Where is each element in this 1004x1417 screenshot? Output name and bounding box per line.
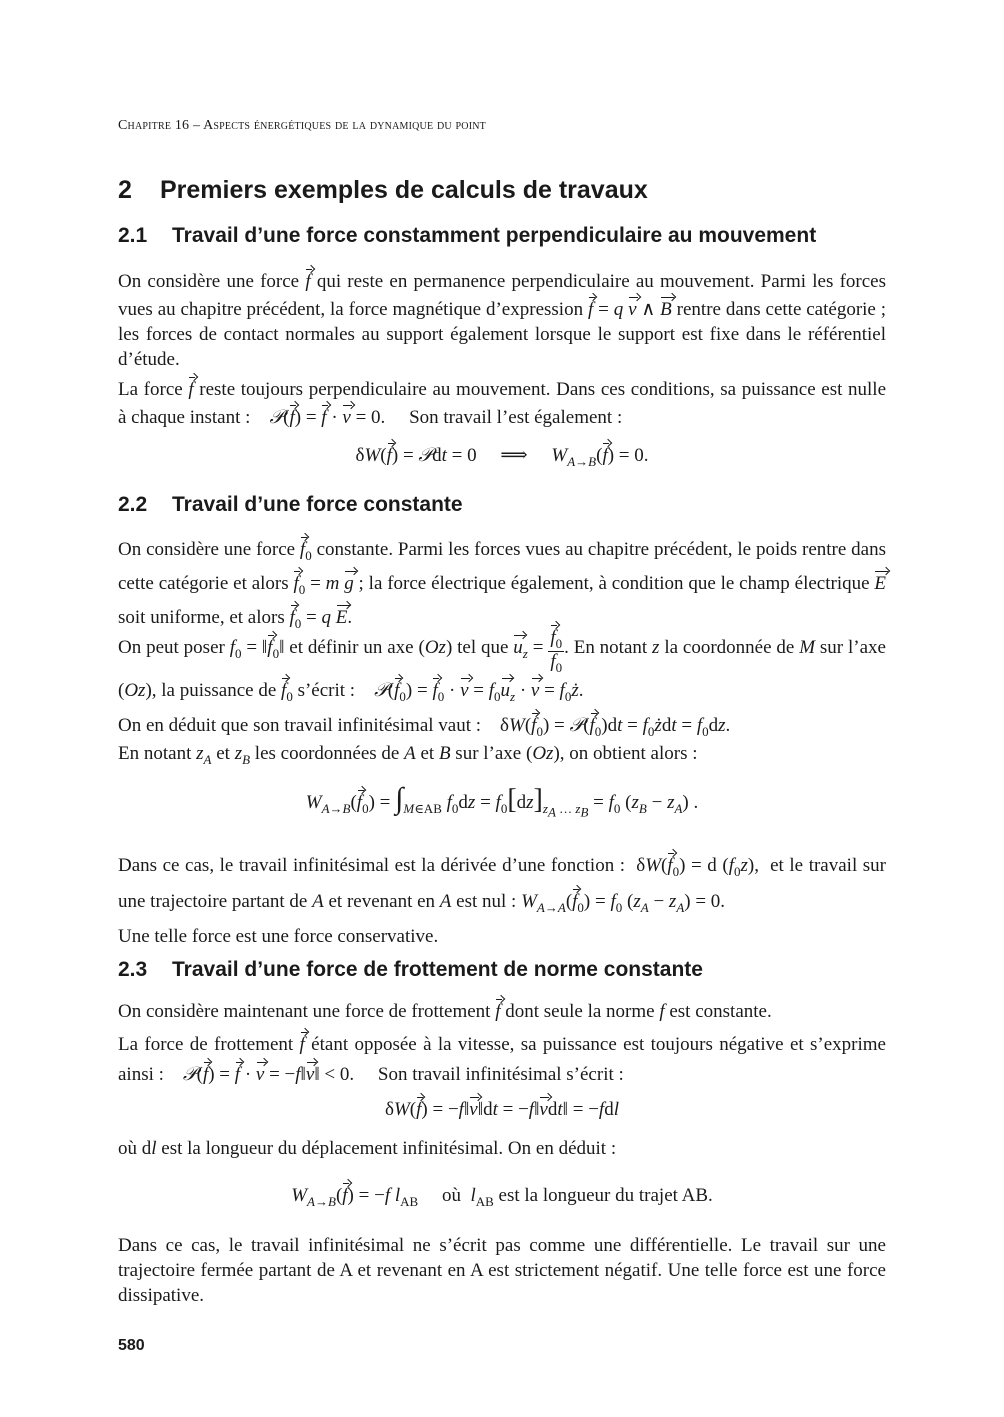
section-heading-2 <box>118 176 648 205</box>
paragraph-2-2-c: On en déduit que son travail infinitésimal vaut : $\delta W(f_0)$ = $𝒫(f_0)dt$ = $f_0żdt = f_0dz$. <box>118 710 886 744</box>
paragraph-2-3-c: où dl est la longueur du déplacement infinitésimal. On en déduit : <box>118 1138 617 1159</box>
paragraph-2-2-b: On peut poser $f_0$ = $‖f_0‖$ et définir un axe (Oz) tel que $u_z$ = $\frac{f_0}{f_0}$ . En notant z la coordonnée de M sur l’axe (Oz), la puissance de $f_0$ s’écrit : $𝒫(f_0) = f_0 \cdot v = f_0u_z \cdot v$ = $f_0ż$. <box>118 622 886 713</box>
equation-2-1: δW(f) = 𝒫dt = 0 ⟹ $W_{A\to B}(f) = 0$. <box>118 440 886 470</box>
subsection-heading-2-1 <box>118 224 816 248</box>
subsection-heading-2-2 <box>118 493 463 517</box>
paragraph-2-3-a: On considère maintenant une force de frottement f dont seule la norme f est constante. <box>118 996 886 1024</box>
equation-2-3-b: $W_{A\to B}(f) = -f$ $l_{AB}$ où $l_{AB}$ est la longueur du trajet AB. <box>118 1180 886 1210</box>
paragraph-2-2-a: On considère une force $f_0$ constante. Parmi les forces vues au chapitre précédent, le poids rentre dans cette catégorie et alors $f_0 = m$ g ; la force électrique également, à condition que le champ électrique E soit uniforme, et alors $f_0 = q$ E. <box>118 534 886 635</box>
subsection-number: 2.3 <box>118 958 148 981</box>
subsection-number: 2.2 <box>118 493 148 516</box>
chapter-title: Chapitre 16 – Aspects énergétiques de la dynamique du point <box>118 118 486 133</box>
equation-2-2: $W_{A\to B}(f_0) = \int_{M\in AB}$ $f_0dz = f_0[dz]_{z_A \dots z_B} = f_0$ $(z_B - z_A)$ . <box>305 782 699 820</box>
paragraph-2-3-d: Dans ce cas, le travail infinitésimal ne s’écrit pas comme une différentielle. Le travail sur une trajectoire fermée partant de A et revenant en A est strictement négatif. Une telle force est une force dissipative. <box>118 1235 886 1306</box>
page-number: 580 <box>118 1337 145 1354</box>
paragraph-2-3-b: La force de frottement f étant opposée à la vitesse, sa puissance est toujours négative et s’exprime ainsi : 𝒫(f) = f · v = −f‖v‖ < 0. Son travail infinitésimal s’écrit : <box>118 1029 886 1089</box>
section-title: Premiers exemples de calculs de travaux <box>160 176 648 204</box>
equation-2-3-a: δW(f) = −f‖v‖dt = −f‖vdt‖ = −fdl <box>118 1094 886 1121</box>
subsection-number: 2.1 <box>118 224 148 247</box>
subsection-heading-2-3 <box>118 958 703 982</box>
subsection-title: Travail d’une force constamment perpendiculaire au mouvement <box>172 224 817 247</box>
section-number: 2 <box>118 176 132 204</box>
paragraph-2-2-e: Dans ce cas, le travail infinitésimal est la dérivée d’une fonction : $\delta W(f_0) = d$ $(f_0z)$, et le travail sur une trajectoire partant de A et revenant en A est nul : $W_{A\to A}(f_0) = f_0$ $(z_A - z_A) = 0$. Une telle force est une force conservative. <box>118 850 886 951</box>
paragraph-2-2-d: En notant $z_A$ et $z_B$ les coordonnées de A et B sur l’axe (Oz), on obtient alors : <box>118 743 698 767</box>
subsection-title: Travail d’une force constante <box>172 493 463 516</box>
paragraph-2-1-b: La force f reste toujours perpendiculaire au mouvement. Dans ces conditions, sa puissance est nulle à chaque instant : 𝒫(f) = f · v = 0. Son travail l’est également : <box>118 374 886 430</box>
paragraph-2-1-a: On considère une force f qui reste en permanence perpendiculaire au mouvement. Parmi les forces vues au chapitre précédent, la force magnétique d’expression f = q v ∧ B rentre dans cette catégorie ; les forces de contact normales au support également lorsque le support est fixe dans le référentiel d’étude. <box>118 266 886 372</box>
subsection-title: Travail d’une force de frottement de norme constante <box>172 958 703 981</box>
running-header <box>118 118 486 134</box>
